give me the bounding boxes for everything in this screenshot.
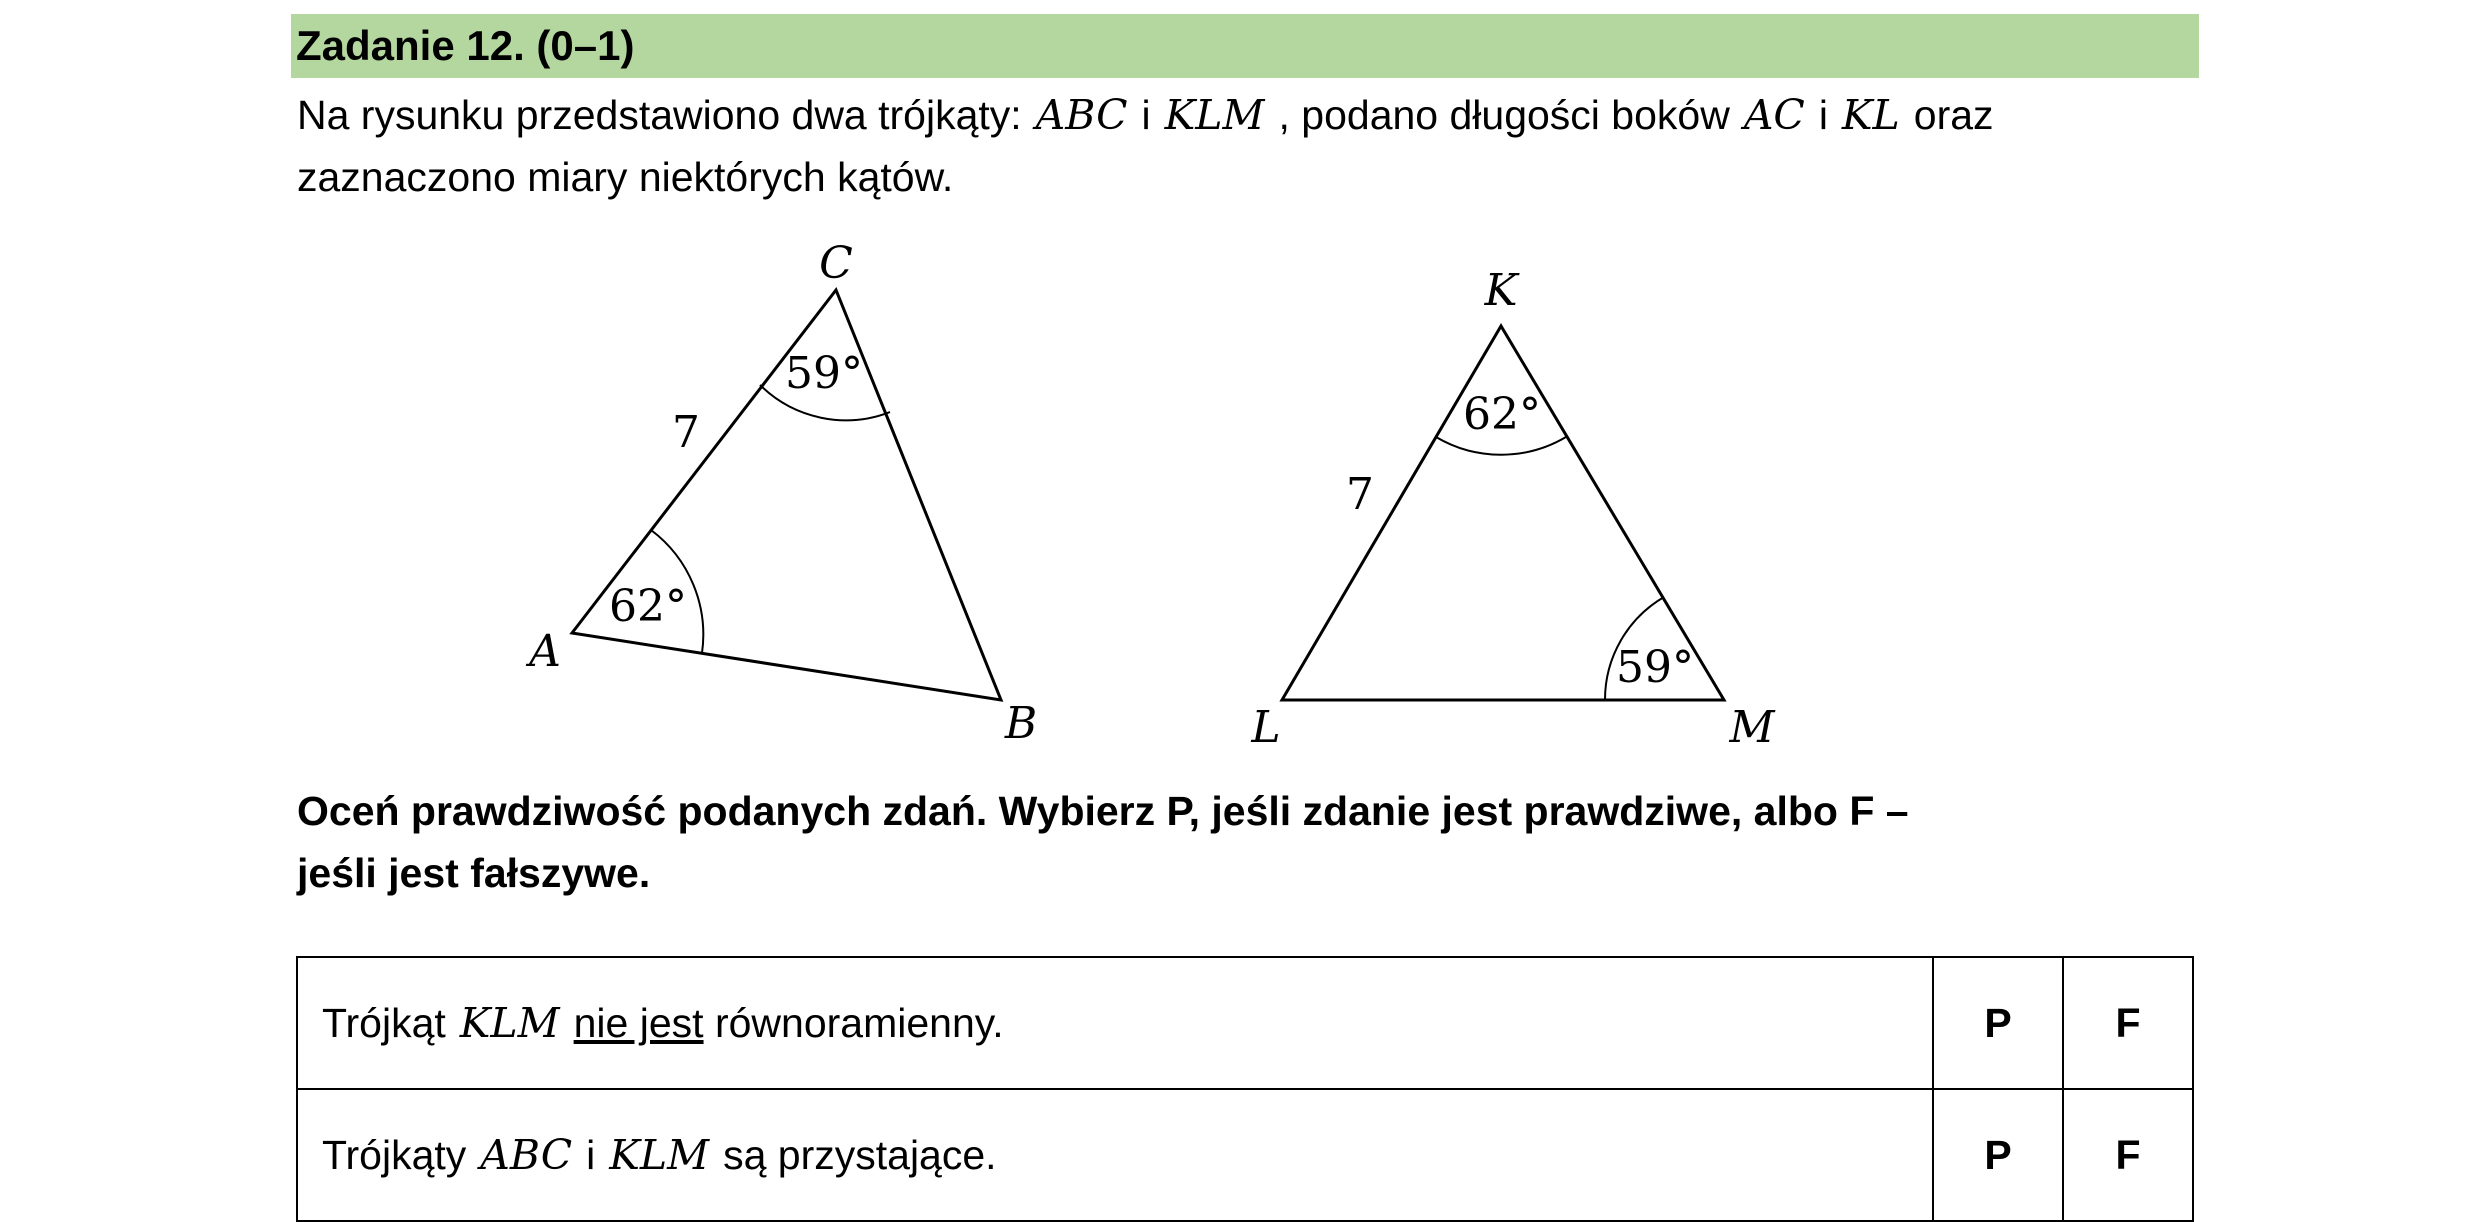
vertex-a-label: A [529, 626, 561, 677]
vertex-l-label: L [1251, 702, 1281, 753]
angle-c-value: 59° [785, 348, 863, 399]
triangle-abc [525, 238, 1037, 749]
statement-row-2 [297, 1089, 2193, 1221]
angle-m-value: 59° [1616, 642, 1694, 693]
vertex-b-label: B [1004, 698, 1038, 749]
statement-2-pre: Trójkąty [322, 1132, 467, 1178]
statement-2-and: i [586, 1132, 596, 1178]
vertex-c-label: C [819, 238, 853, 289]
side-kl-length: 7 [1346, 469, 1374, 520]
statement-1-underline: nie jest [573, 1000, 704, 1046]
instruction-line-2: jeśli jest fałszywe. [297, 850, 651, 896]
statement-2 [297, 1089, 1933, 1221]
statement-1-math: KLM [459, 999, 560, 1047]
intro-text-3: oraz [1913, 92, 1994, 138]
true-false-table [296, 956, 2194, 1222]
intro-text-1: Na rysunku przedstawiono dwa trójkąty: [297, 92, 1022, 138]
triangle-klm [1250, 265, 1775, 753]
statement-row-1 [297, 957, 2193, 1089]
statement-2-option-f[interactable]: F [2063, 1089, 2193, 1221]
statement-1-option-p[interactable]: P [1933, 957, 2063, 1089]
side-kl-name: KL [1841, 91, 1900, 139]
vertex-k-label: K [1484, 265, 1518, 316]
intro-and-1: i [1141, 92, 1151, 138]
statement-2-post: są przystające. [723, 1132, 997, 1178]
side-ac-name: AC [1743, 91, 1805, 139]
triangle-abc-name: ABC [1035, 91, 1128, 139]
statement-1-option-f[interactable]: F [2063, 957, 2193, 1089]
angle-k-value: 62° [1463, 389, 1541, 440]
intro-text-2: , podano długości boków [1278, 92, 1730, 138]
angle-a-value: 62° [609, 581, 687, 632]
statement-2-math-2: KLM [609, 1131, 710, 1179]
statement-1 [297, 957, 1933, 1089]
statement-2-math-1: ABC [480, 1131, 573, 1179]
statement-1-pre: Trójkąt [322, 1000, 446, 1046]
side-ac-length: 7 [672, 407, 700, 458]
vertex-m-label: M [1729, 702, 1775, 753]
statement-1-post: równoramienny. [714, 1000, 1004, 1046]
task-instruction [297, 780, 2197, 904]
intro-and-2: i [1818, 92, 1828, 138]
task-title: Zadanie 12. (0–1) [296, 22, 635, 69]
instruction-line-1: Oceń prawdziwość podanych zdań. Wybierz P, jeśli zdanie jest prawdziwe, albo F – [297, 788, 1909, 834]
intro-line-2: zaznaczono miary niektórych kątów. [297, 154, 954, 200]
statement-2-option-p[interactable]: P [1933, 1089, 2063, 1221]
triangle-klm-name: KLM [1164, 91, 1265, 139]
